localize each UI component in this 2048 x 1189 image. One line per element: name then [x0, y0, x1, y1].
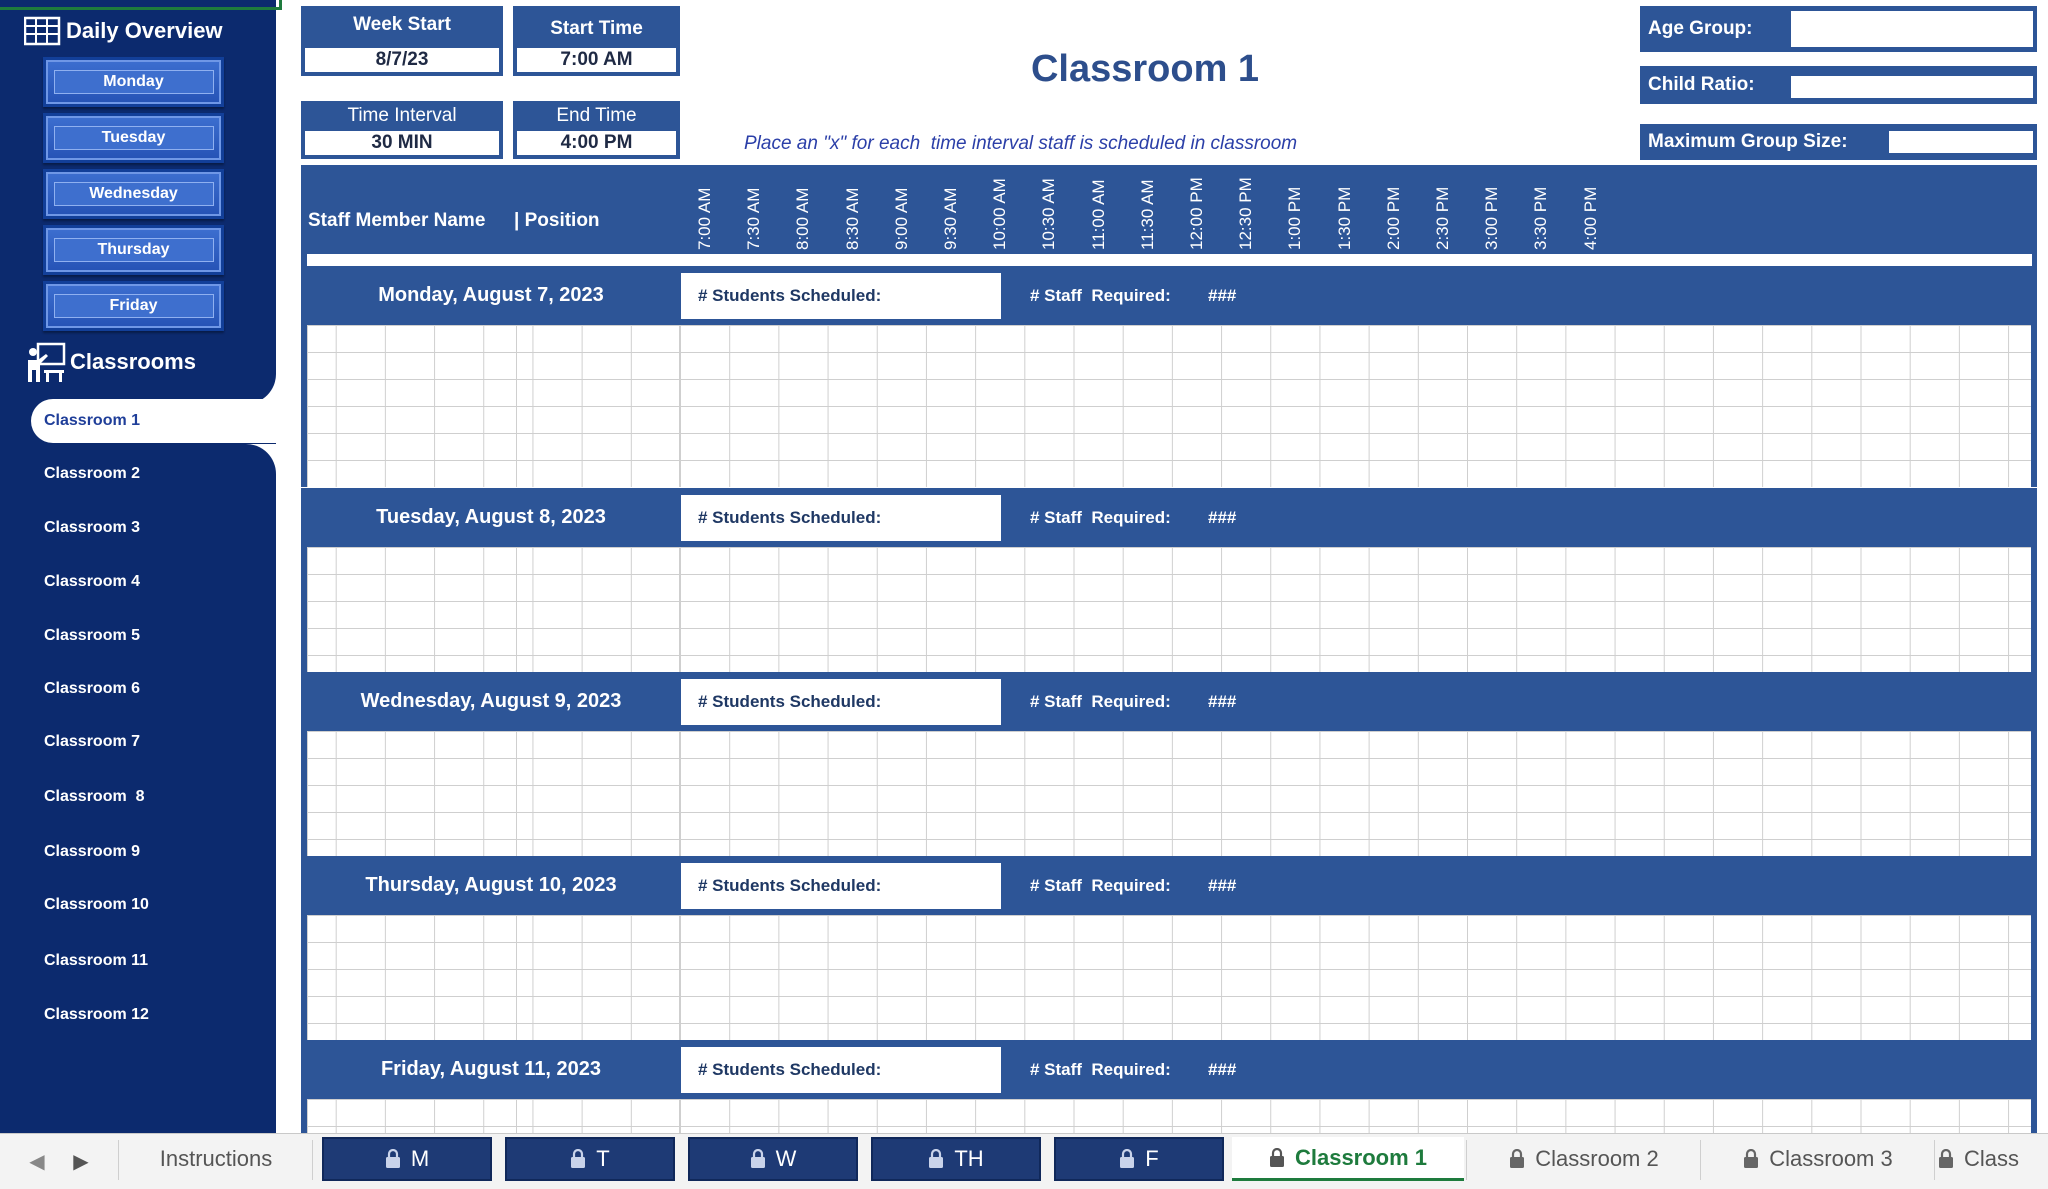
grid-left-border [301, 915, 307, 1040]
position-cells[interactable] [517, 915, 680, 1040]
students-scheduled-label: # Students Scheduled: [698, 286, 882, 305]
tab-instructions[interactable] [124, 1137, 308, 1181]
lock-icon [1938, 1149, 1954, 1169]
daily-overview-label: Daily Overview [66, 18, 223, 43]
sidebar-item-classroom-5[interactable] [0, 614, 276, 658]
monday-button[interactable] [43, 57, 224, 107]
sidebar-item-label: Classroom 5 [44, 627, 141, 644]
students-scheduled-field[interactable] [681, 273, 1001, 319]
time-column-header: 12:00 PM [1187, 177, 1206, 250]
cell-selection-marker [0, 0, 282, 10]
staff-required-value: ### [1208, 286, 1237, 305]
time-interval-field[interactable]: 30 MIN [305, 131, 499, 155]
time-column-header: 8:30 AM [842, 187, 862, 250]
lock-icon [1269, 1148, 1285, 1168]
students-scheduled-label: # Students Scheduled: [698, 876, 882, 895]
time-interval-card [301, 101, 503, 159]
lock-icon [750, 1149, 766, 1169]
sidebar-item-classroom-7[interactable] [0, 720, 276, 764]
staff-name-cells[interactable] [308, 915, 517, 1040]
sidebar-item-label: Classroom 6 [44, 680, 141, 697]
tab-separator [1934, 1140, 1935, 1180]
time-column-header: 3:00 PM [1482, 186, 1502, 250]
tab-day-f[interactable] [1054, 1137, 1224, 1181]
time-column-header: 11:30 AM [1137, 179, 1157, 250]
classrooms-label: Classrooms [70, 349, 196, 374]
time-column-header: 8:00 AM [793, 187, 813, 250]
staff-required-value: ### [1208, 876, 1237, 895]
tab-label: TH [954, 1146, 984, 1171]
staff-required-label: # Staff Required: [1030, 286, 1171, 305]
tab-scroll-left-icon[interactable]: ◀ [29, 1150, 45, 1173]
daily-overview-heading [24, 14, 223, 48]
time-column-header: 3:30 PM [1531, 186, 1551, 250]
students-scheduled-label: # Students Scheduled: [698, 508, 882, 527]
sidebar-item-classroom-6[interactable] [0, 667, 276, 711]
header-divider [307, 254, 2032, 266]
tab-separator [312, 1140, 313, 1180]
grid-right-border [2031, 731, 2037, 856]
schedule-grid[interactable] [307, 915, 2035, 1040]
time-column-header: 11:00 AM [1088, 179, 1108, 250]
position-column-header: | Position [514, 210, 600, 231]
max-group-size-box [1640, 124, 2037, 160]
child-ratio-box [1640, 66, 2037, 104]
sidebar-item-classroom-10[interactable] [0, 883, 276, 927]
age-group-field[interactable] [1791, 11, 2033, 47]
time-column-header: 7:00 AM [695, 187, 714, 250]
staff-name-cells[interactable] [308, 1099, 517, 1133]
age-group-label: Age Group: [1648, 18, 1753, 39]
time-column-header: 1:00 PM [1285, 186, 1305, 250]
friday-button-label: Friday [54, 294, 214, 318]
staff-name-cells[interactable] [308, 731, 517, 856]
tab-label: F [1145, 1146, 1159, 1171]
child-ratio-field[interactable] [1791, 76, 2033, 98]
sidebar-item-label: Classroom 12 [44, 1006, 149, 1023]
monday-button-label: Monday [54, 70, 214, 94]
start-time-label: Start Time [550, 18, 643, 39]
sidebar-item-classroom-2[interactable] [0, 452, 276, 496]
staff-required-value: ### [1208, 692, 1237, 711]
grid-right-border [2031, 547, 2037, 672]
start-time-card [513, 6, 680, 76]
sidebar-item-classroom-4[interactable] [0, 560, 276, 604]
instruction-text: Place an "x" for each time interval staff is scheduled in classroom [744, 133, 1298, 154]
time-column-header: 7:30 AM [744, 187, 764, 250]
tab-label: T [596, 1146, 610, 1171]
grid-left-border [301, 547, 307, 672]
grid-right-border [2031, 325, 2037, 487]
tab-separator [118, 1140, 119, 1180]
tab-label: Class [1964, 1146, 2020, 1171]
schedule-grid[interactable] [307, 325, 2035, 487]
day-title: Friday, August 11, 2023 [380, 1058, 602, 1080]
max-group-size-label: Maximum Group Size: [1648, 131, 1848, 152]
tab-label: M [410, 1146, 430, 1171]
staff-name-cells[interactable] [308, 325, 517, 487]
position-cells[interactable] [517, 325, 680, 487]
time-column-header: 12:30 PM [1236, 177, 1256, 250]
max-group-size-field[interactable] [1889, 131, 2033, 153]
day-title: Monday, August 7, 2023 [378, 284, 604, 306]
page-title: Classroom 1 [1030, 48, 1260, 90]
grid-right-border [2031, 915, 2037, 1040]
tab-label: Instructions [159, 1146, 273, 1171]
staff-required-label: # Staff Required: [1030, 1060, 1171, 1079]
time-column-header: 4:00 PM [1580, 186, 1600, 250]
sidebar-item-classroom-12[interactable] [0, 993, 276, 1037]
day-title: Wednesday, August 9, 2023 [360, 690, 622, 712]
tab-label: Classroom 1 [1294, 1144, 1428, 1170]
wednesday-button[interactable] [43, 169, 224, 219]
schedule-grid[interactable] [307, 1099, 2035, 1133]
students-scheduled-field[interactable] [681, 679, 1001, 725]
time-column-header: 2:30 PM [1433, 186, 1452, 250]
sidebar-item-classroom-1[interactable] [31, 399, 276, 443]
tab-classroom-2[interactable] [1470, 1137, 1698, 1181]
thursday-button[interactable] [43, 225, 224, 275]
students-scheduled-label: # Students Scheduled: [698, 1060, 882, 1079]
sidebar-item-label: Classroom 10 [44, 896, 149, 913]
tab-day-w[interactable] [688, 1137, 858, 1181]
time-column-header: 10:30 AM [1039, 178, 1059, 250]
tab-scroll-right-icon[interactable]: ▶ [73, 1150, 89, 1173]
lock-icon [1119, 1149, 1135, 1169]
tab-classroom-1[interactable] [1232, 1137, 1464, 1181]
staff-required-label: # Staff Required: [1030, 692, 1171, 711]
staff-required-value: ### [1208, 508, 1237, 527]
tuesday-button[interactable] [43, 113, 224, 163]
lock-icon [1509, 1149, 1525, 1169]
sidebar-item-label: Classroom 4 [44, 573, 141, 590]
time-column-header: 10:00 AM [990, 178, 1010, 250]
schedule-grid[interactable] [307, 731, 2035, 856]
sidebar-item-label: Classroom 11 [44, 952, 149, 969]
sidebar-item-classroom-9[interactable] [0, 830, 276, 874]
students-scheduled-field[interactable] [681, 1047, 1001, 1093]
time-column-header: 9:30 AM [941, 187, 960, 250]
sidebar [0, 0, 276, 1133]
sidebar-item-classroom-3[interactable] [0, 506, 276, 550]
students-scheduled-field[interactable] [681, 495, 1001, 541]
students-scheduled-field[interactable] [681, 863, 1001, 909]
tab-day-th[interactable] [871, 1137, 1041, 1181]
day-title: Tuesday, August 8, 2023 [376, 506, 606, 528]
week-start-field[interactable]: 8/7/23 [305, 48, 499, 72]
day-title: Thursday, August 10, 2023 [365, 874, 617, 896]
wednesday-button-label: Wednesday [54, 182, 214, 206]
table-icon [24, 16, 62, 46]
students-scheduled-label: # Students Scheduled: [698, 692, 882, 711]
tab-label: W [775, 1146, 797, 1171]
grid-right-border [2031, 1099, 2037, 1133]
tab-separator [1466, 1140, 1467, 1180]
sidebar-item-classroom-11[interactable] [0, 939, 276, 983]
sidebar-item-label: Classroom 8 [44, 788, 145, 805]
position-cells[interactable] [517, 547, 680, 672]
tab-label: Classroom 2 [1535, 1146, 1659, 1171]
position-cells[interactable] [517, 1099, 680, 1133]
end-time-field[interactable]: 4:00 PM [517, 131, 676, 155]
tuesday-button-label: Tuesday [54, 126, 214, 150]
staff-required-value: ### [1208, 1060, 1237, 1079]
position-cells[interactable] [517, 731, 680, 856]
staff-required-label: # Staff Required: [1030, 876, 1171, 895]
time-column-header: 9:00 AM [891, 187, 911, 250]
schedule-grid[interactable] [307, 547, 2035, 672]
staff-name-cells[interactable] [308, 547, 517, 672]
sidebar-item-label: Classroom 1 [44, 412, 141, 429]
friday-button[interactable] [43, 281, 224, 331]
staff-required-label: # Staff Required: [1030, 508, 1171, 527]
start-time-field[interactable]: 7:00 AM [517, 48, 676, 72]
lock-icon [928, 1149, 944, 1169]
sidebar-item-label: Classroom 2 [44, 465, 141, 482]
sidebar-item-label: Classroom 9 [44, 843, 141, 860]
lock-icon [385, 1149, 401, 1169]
classrooms-heading [24, 342, 196, 382]
teacher-board-icon [24, 340, 68, 384]
tab-day-t[interactable] [505, 1137, 675, 1181]
time-column-header: 2:00 PM [1383, 186, 1403, 250]
time-column-header: 1:30 PM [1334, 186, 1354, 250]
age-group-box [1640, 6, 2037, 52]
tab-classroom-4[interactable] [1938, 1137, 2048, 1181]
week-start-label: Week Start [353, 14, 451, 35]
staff-name-column-header: Staff Member Name [308, 210, 486, 231]
tab-day-m[interactable] [322, 1137, 492, 1181]
week-start-card [301, 6, 503, 76]
thursday-button-label: Thursday [54, 238, 214, 262]
grid-left-border [301, 1099, 307, 1133]
time-interval-label: Time Interval [347, 105, 457, 126]
end-time-label: End Time [556, 105, 637, 126]
sidebar-item-label: Classroom 3 [44, 519, 141, 536]
grid-left-border [301, 731, 307, 856]
child-ratio-label: Child Ratio: [1648, 74, 1755, 95]
grid-left-border [301, 325, 307, 487]
sidebar-item-classroom-8[interactable] [0, 775, 276, 819]
sidebar-item-label: Classroom 7 [44, 733, 141, 750]
tab-label: Classroom 3 [1769, 1146, 1893, 1171]
end-time-card [513, 101, 680, 159]
lock-icon [570, 1149, 586, 1169]
lock-icon [1743, 1149, 1759, 1169]
tab-classroom-3[interactable] [1704, 1137, 1932, 1181]
tab-separator [1700, 1140, 1701, 1180]
